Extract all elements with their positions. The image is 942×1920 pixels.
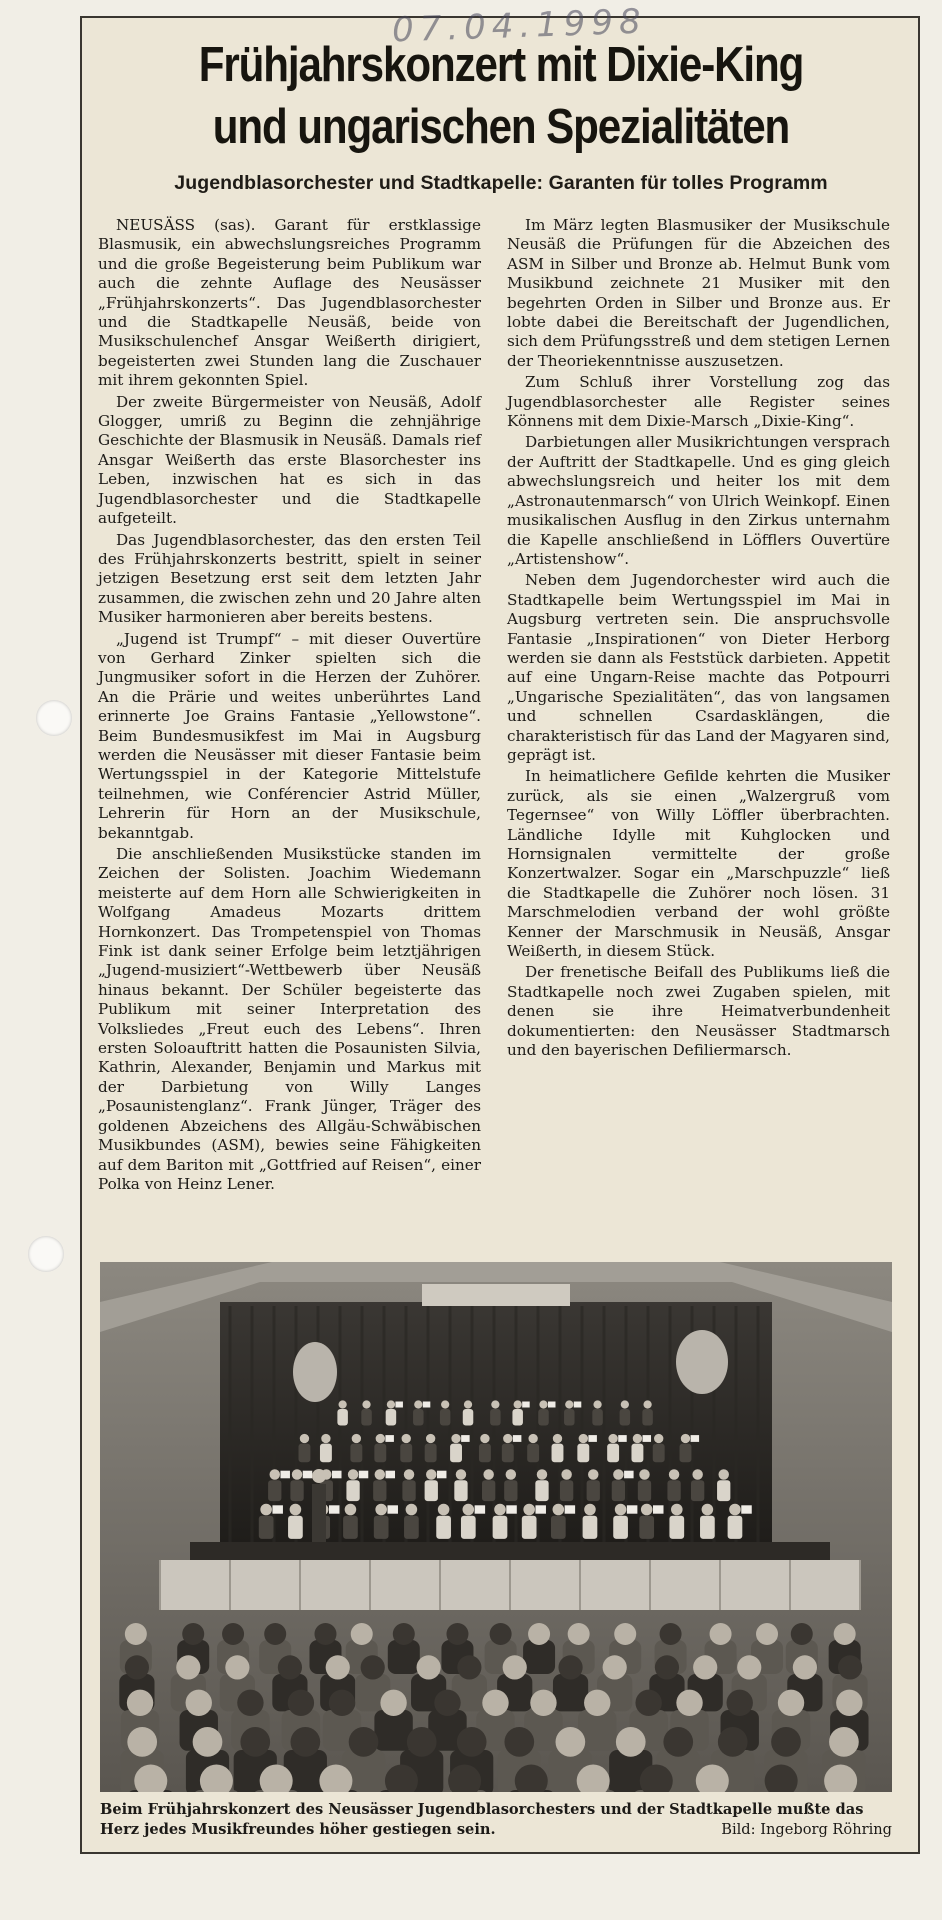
musician-body — [512, 1409, 523, 1426]
music-stand — [303, 1471, 313, 1479]
audience-head — [351, 1623, 373, 1645]
musician-body — [374, 1516, 389, 1539]
music-stand — [475, 1505, 486, 1513]
musician-head — [692, 1469, 702, 1479]
musician-head — [539, 1400, 547, 1408]
musician-head — [270, 1469, 280, 1479]
headline — [153, 34, 850, 158]
audience-head — [556, 1727, 586, 1757]
musician-body — [577, 1444, 589, 1463]
article-paragraph: Im März legten Blasmusiker der Musikschule Neusäß die Prüfungen für die Abzeichen des ASM in Silber und Bronze ab. Helmut Bunk vom Musikbund zeichnete 21 Musiker mit den begehrten Orden in Silber und Bronze aus. Er lobte dabei die Bereitschaft der Jugendlichen, sich dem Prüfungsstreß und dem stetigen Lernen der Theoriekenntnisse auszusetzen. — [507, 216, 890, 370]
music-stand — [548, 1402, 556, 1408]
musician-body — [639, 1516, 654, 1539]
musician-head — [615, 1504, 627, 1516]
musician-body — [522, 1516, 537, 1539]
musician-body — [268, 1480, 281, 1501]
musician-body — [290, 1480, 303, 1501]
musician-head — [503, 1434, 512, 1443]
audience-head — [186, 1690, 212, 1716]
musician-head — [345, 1504, 357, 1516]
musician-body — [400, 1444, 412, 1463]
musician-body — [425, 1444, 437, 1463]
musician-head — [561, 1469, 571, 1479]
musician-body — [527, 1444, 539, 1463]
musician-head — [643, 1400, 651, 1408]
musician-head — [480, 1434, 489, 1443]
musician-head — [348, 1469, 358, 1479]
musician-head — [491, 1400, 499, 1408]
audience-head — [457, 1727, 487, 1757]
musician-head — [375, 1469, 385, 1479]
musician-head — [402, 1434, 411, 1443]
conductor-body — [312, 1484, 326, 1542]
audience-head — [288, 1690, 314, 1716]
musician-head — [321, 1434, 330, 1443]
photo-caption-text: Beim Frühjahrskonzert des Neusässer Jugendblasorchesters und der Stadtkapelle mußte das Herz jedes Musikfreundes höher gestiegen sein. — [100, 1801, 864, 1838]
audience-head — [655, 1655, 679, 1679]
musician-head — [669, 1469, 679, 1479]
audience-head — [225, 1655, 249, 1679]
musician-head — [565, 1400, 573, 1408]
concert-photo — [100, 1262, 892, 1792]
musician-head — [528, 1434, 537, 1443]
musician-head — [579, 1434, 588, 1443]
audience-head — [125, 1623, 147, 1645]
musician-body — [612, 1480, 625, 1501]
musician-body — [373, 1480, 386, 1501]
musician-head — [362, 1400, 370, 1408]
musician-head — [613, 1469, 623, 1479]
musician-head — [414, 1400, 422, 1408]
headline-line-2: und ungarischen Spezialitäten — [212, 100, 790, 154]
music-stand — [588, 1435, 597, 1442]
musician-head — [593, 1400, 601, 1408]
audience-head — [264, 1623, 286, 1645]
article-paragraph: „Jugend ist Trumpf“ – mit dieser Ouvertüre von Gerhard Zinker spielten sich die Jungmusiker sofort in die Herzen der Zuhörer. An die Prärie und weites unberührtes Land erinnerte Joe Grains Fantasie „Yellowstone“. Beim Bundesmusikfest im Mai in Augsburg werden die Neusässer mit dieser Fantasie beim Wertungsspiel in der Kategorie Mittelstufe teilnehmen, wie Conférencier Astrid Müller, Lehrerin für Horn an der Musikschule, bekanntgab. — [98, 629, 481, 842]
musician-body — [592, 1409, 603, 1426]
musician-body — [320, 1444, 332, 1463]
audience-head — [710, 1623, 732, 1645]
audience-head — [482, 1690, 508, 1716]
musician-head — [352, 1434, 361, 1443]
subheadline: Jugendblasorchester und Stadtkapelle: Garanten für tolles Programm — [174, 172, 828, 194]
audience-head — [182, 1623, 204, 1645]
article-paragraph: Zum Schluß ihrer Vorstellung zog das Jugendblasorchester alle Register seines Könnens mit dem Dixie-Marsch „Dixie-King“. — [507, 373, 890, 431]
music-stand — [461, 1435, 470, 1442]
musician-head — [608, 1434, 617, 1443]
audience-head — [530, 1690, 556, 1716]
musician-head — [464, 1400, 472, 1408]
photo-credit: Bild: Ingeborg Röhring — [721, 1821, 892, 1838]
stage-banner — [422, 1284, 570, 1306]
conductor-head — [312, 1469, 326, 1483]
musician-head — [300, 1434, 309, 1443]
musician-body — [288, 1516, 303, 1539]
article-paragraph: Das Jugendblasorchester, das den ersten Teil des Frühjahrskonzerts bestritt, spielt in seiner jetzigen Besetzung erst seit dem letzten Jahr zusammen, die zwischen zehn und 20 Jahre alten Musiker harmonieren aber bereits bestens. — [98, 530, 481, 627]
musician-body — [631, 1444, 643, 1463]
music-stand — [280, 1471, 290, 1479]
article-paragraph: Neben dem Jugendorchester wird auch die Stadtkapelle beim Wertungsspiel im Mai in Augsburg vertreten sein. Die anspruchsvolle Fantasie „Inspirationen“ von Dieter Herborg werden sie dann als Feststück darbieten. Appetit auf eine Ungarn-Reise machte das Potpourri „Ungarische Spezialitäten“, das von langsamen und schnellen Csardasklängen, die charakteristisch für das Land der Magyaren sind, geprägt ist. — [507, 571, 890, 764]
audience-head — [176, 1655, 200, 1679]
musician-head — [339, 1400, 347, 1408]
musician-body — [587, 1480, 600, 1501]
musician-head — [292, 1469, 302, 1479]
audience-head — [693, 1655, 717, 1679]
audience-head — [125, 1655, 149, 1679]
audience-head — [222, 1623, 244, 1645]
musician-body — [259, 1516, 274, 1539]
music-stand — [691, 1435, 700, 1442]
musician-body — [337, 1409, 348, 1426]
audience-head — [237, 1690, 263, 1716]
musician-body — [717, 1480, 730, 1501]
audience-head — [457, 1655, 481, 1679]
musician-body — [298, 1444, 310, 1463]
musician-body — [669, 1516, 684, 1539]
music-stand — [618, 1435, 627, 1442]
musician-body — [620, 1409, 631, 1426]
audience-head — [349, 1727, 379, 1757]
musician-body — [493, 1516, 508, 1539]
headline-line-1: Frühjahrskonzert mit Dixie-King — [198, 38, 804, 92]
music-stand — [329, 1505, 340, 1513]
audience-head — [314, 1623, 336, 1645]
audience-head — [778, 1690, 804, 1716]
audience-head — [504, 1727, 534, 1757]
musician-head — [260, 1504, 272, 1516]
musician-body — [413, 1409, 424, 1426]
audience-head — [490, 1623, 512, 1645]
article-paragraph: Die anschließenden Musikstücke standen im Zeichen der Solisten. Joachim Wiedemann meisterte auf dem Horn alle Schwierigkeiten in Wolfgang Amadeus Mozarts drittem Hornkonzert. Das Trompetenspiel von Thomas Fink ist dank seiner Erfolge beim letztjährigen „Jugend-musiziert“-Wettbewerb über Neusäß hinaus bekannt. Der Schüler begeisterte das Publikum mit seiner Interpretation des Volksliedes „Freut euch des Lebens“. Ihren ersten Soloauftritt hatten die Posaunisten Silvia, Kathrin, Alexander, Benjamin und Markus mit der Darbietung von Willy Langes „Posaunistenglanz“. Frank Jünger, Träger des goldenen Abzeichens des Allgäu-Schwäbischen Musikbundes (ASM), bewies seine Fähigkeiten auf dem Bariton mit „Gottfried auf Reisen“, einer Polka von Heinz Lener. — [98, 845, 481, 1193]
audience-head — [528, 1623, 550, 1645]
musician-head — [506, 1469, 516, 1479]
audience-head — [326, 1655, 350, 1679]
stage-edge — [190, 1542, 830, 1560]
musician-body — [607, 1444, 619, 1463]
musician-head — [438, 1504, 450, 1516]
audience-head — [417, 1655, 441, 1679]
punch-hole-bottom — [28, 1236, 64, 1272]
music-stand — [513, 1435, 522, 1442]
audience-head — [393, 1623, 415, 1645]
concert-photo-illustration — [100, 1262, 892, 1792]
music-stand — [386, 1471, 396, 1479]
musician-body — [728, 1516, 743, 1539]
musician-body — [535, 1480, 548, 1501]
musician-body — [583, 1516, 598, 1539]
musician-head — [729, 1504, 741, 1516]
music-stand — [359, 1471, 369, 1479]
musician-body — [374, 1444, 386, 1463]
audience-head — [791, 1623, 813, 1645]
handwritten-date: 07.04.1998 — [391, 1, 648, 51]
musician-head — [671, 1504, 683, 1516]
musician-head — [483, 1469, 493, 1479]
musician-body — [680, 1444, 692, 1463]
audience-head — [829, 1727, 859, 1757]
musician-body — [404, 1516, 419, 1539]
musician-head — [514, 1400, 522, 1408]
audience-head — [503, 1655, 527, 1679]
musician-body — [490, 1409, 501, 1426]
musician-body — [436, 1516, 451, 1539]
music-stand — [643, 1435, 652, 1442]
music-stand — [423, 1402, 431, 1408]
musician-head — [641, 1504, 653, 1516]
article-paragraph: Der frenetische Beifall des Publikums ließ die Stadtkapelle noch zwei Zugaben spielen, mit denen sie ihre Heimatverbundenheit dokumentierten: den Neusässer Stadtmarsch und den bayerischen Defiliermarsch. — [507, 963, 890, 1060]
audience-head — [771, 1727, 801, 1757]
audience-head — [834, 1623, 856, 1645]
musician-body — [343, 1516, 358, 1539]
audience-head — [756, 1623, 778, 1645]
musician-head — [456, 1469, 466, 1479]
musician-head — [621, 1400, 629, 1408]
music-stand — [574, 1402, 582, 1408]
musician-body — [463, 1409, 474, 1426]
musician-head — [553, 1434, 562, 1443]
music-stand — [624, 1471, 634, 1479]
music-stand — [741, 1505, 752, 1513]
audience-head — [193, 1727, 223, 1757]
audience-head — [718, 1727, 748, 1757]
musician-head — [290, 1504, 302, 1516]
punch-hole-top — [36, 700, 72, 736]
musician-head — [406, 1504, 418, 1516]
photo-caption — [100, 1800, 892, 1840]
audience-head — [240, 1727, 270, 1757]
audience-body — [523, 1640, 555, 1674]
music-stand — [565, 1505, 576, 1513]
musician-body — [552, 1444, 564, 1463]
music-stand — [385, 1435, 394, 1442]
musician-head — [702, 1504, 714, 1516]
musician-head — [494, 1504, 506, 1516]
musician-body — [538, 1409, 549, 1426]
musician-body — [425, 1480, 438, 1501]
audience-head — [836, 1690, 862, 1716]
music-stand — [535, 1505, 546, 1513]
audience-head — [660, 1623, 682, 1645]
audience-head — [603, 1655, 627, 1679]
audience-head — [614, 1623, 636, 1645]
audience-head — [616, 1727, 646, 1757]
audience-head — [676, 1690, 702, 1716]
audience-head — [727, 1690, 753, 1716]
musician-head — [639, 1469, 649, 1479]
musician-body — [551, 1516, 566, 1539]
audience-head — [737, 1655, 761, 1679]
musician-body — [361, 1409, 372, 1426]
audience-head — [793, 1655, 817, 1679]
musician-body — [504, 1480, 517, 1501]
musician-body — [560, 1480, 573, 1501]
musician-head — [451, 1434, 460, 1443]
audience-head — [361, 1655, 385, 1679]
musician-head — [633, 1434, 642, 1443]
music-stand — [332, 1471, 342, 1479]
audience-head — [278, 1655, 302, 1679]
article-paragraph: Darbietungen aller Musikrichtungen versprach der Auftritt der Stadtkapelle. Und es ging gleich abwechslungsreich und heiter los mit dem „Astronautenmarsch“ von Ulrich Weinkopf. Einen musikalischen Ausflug in den Zirkus unternahm die Kapelle anschließend in Löfflers Ouvertüre „Artistenshow“. — [507, 433, 890, 568]
musician-body — [638, 1480, 651, 1501]
audience-head — [568, 1623, 590, 1645]
musician-head — [426, 1434, 435, 1443]
audience-body — [374, 1710, 412, 1751]
article-paragraph: In heimatlichere Gefilde kehrten die Musiker zurück, als sie einen „Walzergruß vom Tegernsee“ von Willy Löffler überbrachten. Ländliche Idylle mit Kuhglocken und Hornsignalen vermittelte der große Konzertwalzer. Sogar ein „Marschpuzzle“ ließ die Stadtkapelle die Zuhörer noch lösen. 31 Marschmelodien verband der wohl größte Kenner der Marschmusik in Neusäß, Ansgar Weißerth, in diesem Stück. — [507, 767, 890, 961]
audience-head — [635, 1690, 661, 1716]
music-stand — [272, 1505, 283, 1513]
musician-body — [386, 1409, 397, 1426]
audience-head — [380, 1690, 406, 1716]
musician-head — [376, 1434, 385, 1443]
audience-head — [290, 1727, 320, 1757]
musician-body — [346, 1480, 359, 1501]
audience-head — [838, 1655, 862, 1679]
musician-body — [402, 1480, 415, 1501]
musician-body — [461, 1516, 476, 1539]
stage-decoration-left — [293, 1342, 337, 1402]
audience-head — [407, 1727, 437, 1757]
musician-body — [691, 1480, 704, 1501]
music-stand — [387, 1505, 398, 1513]
musician-head — [553, 1504, 565, 1516]
audience-body — [553, 1674, 588, 1711]
musician-head — [441, 1400, 449, 1408]
audience-head — [127, 1690, 153, 1716]
musician-body — [350, 1444, 362, 1463]
musician-body — [653, 1444, 665, 1463]
musician-head — [654, 1434, 663, 1443]
music-stand — [437, 1471, 447, 1479]
article-paragraph: Der zweite Bürgermeister von Neusäß, Adolf Glogger, umriß zu Beginn die zehnjährige Geschichte der Blasmusik in Neusäß. Damals rief Ansgar Weißerth das erste Blasorchester ins Leben, inzwischen hat es sich in das Jugendblasorchester und die Stadtkapelle aufgeteilt. — [98, 392, 481, 528]
music-stand — [627, 1505, 638, 1513]
article-paragraph: NEUSÄSS (sas). Garant für erstklassige Blasmusik, ein abwechslungsreiches Programm und die große Begeisterung beim Publikum war auch die zehnte Auflage des Neusässer „Frühjahrskonzerts“. Das Jugendblasorchester und die Stadtkapelle Neusäß, beide von Musikschulenchef Ansgar Weißerth dirigiert, begeisterten zwei Stunden lang die Zuschauer mit ihrem gekonnten Spiel. — [98, 216, 481, 390]
audience-head — [446, 1623, 468, 1645]
musician-body — [479, 1444, 491, 1463]
musician-head — [584, 1504, 596, 1516]
musician-head — [463, 1504, 475, 1516]
musician-body — [450, 1444, 462, 1463]
audience-head — [663, 1727, 693, 1757]
music-stand — [395, 1402, 403, 1408]
musician-body — [502, 1444, 514, 1463]
audience-head — [127, 1727, 157, 1757]
audience-body — [388, 1640, 420, 1674]
musician-body — [613, 1516, 628, 1539]
audience-head — [558, 1655, 582, 1679]
music-stand — [506, 1505, 517, 1513]
musician-head — [404, 1469, 414, 1479]
audience-head — [584, 1690, 610, 1716]
musician-head — [523, 1504, 535, 1516]
article-body — [98, 216, 890, 1226]
musician-head — [375, 1504, 387, 1516]
music-stand — [522, 1402, 530, 1408]
musician-body — [700, 1516, 715, 1539]
musician-body — [667, 1480, 680, 1501]
musician-head — [426, 1469, 436, 1479]
music-stand — [653, 1505, 664, 1513]
musician-body — [564, 1409, 575, 1426]
musician-body — [642, 1409, 653, 1426]
stage-decoration-right — [676, 1330, 728, 1394]
musician-head — [681, 1434, 690, 1443]
musician-head — [537, 1469, 547, 1479]
musician-head — [387, 1400, 395, 1408]
musician-head — [588, 1469, 598, 1479]
musician-body — [454, 1480, 467, 1501]
audience-head — [434, 1690, 460, 1716]
musician-body — [440, 1409, 451, 1426]
musician-head — [718, 1469, 728, 1479]
musician-body — [482, 1480, 495, 1501]
audience-head — [329, 1690, 355, 1716]
